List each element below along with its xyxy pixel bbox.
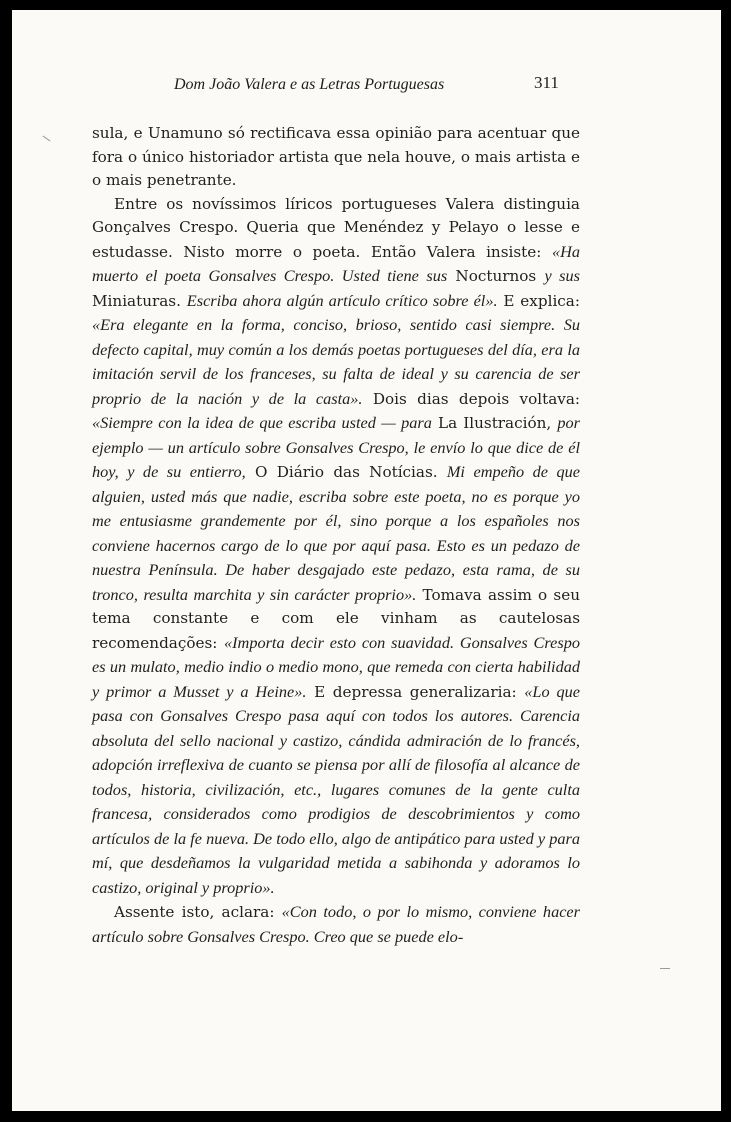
text-run: E explica:: [497, 291, 580, 310]
paragraph: [92, 122, 580, 193]
quoted-spanish-text: «Con todo, o por lo mismo, conviene hacer artículo sobre Gonsalves Crespo. Creo que se puede elo-: [92, 902, 580, 946]
text-run: Tomava assim o seu tema constante e com ele vinham as cautelosas recomendações:: [92, 585, 580, 652]
book-page: [12, 10, 721, 1111]
quoted-spanish-text: Mi empeño de que alguien, usted más que nadie, escriba sobre este poeta, no es porque yo me entusiasme grandemente por él, sino porque a los españoles nos conviene hacernos cargo de lo que por aquí pasa. Esto es un pedazo de nuestra Península. De haber desgajado este pedazo, esta rama, de su tronco, resulta marchita y sin carácter proprio».: [92, 462, 580, 604]
quoted-spanish-text: «Importa decir esto con suavidad. Gonsalves Crespo es un mulato, medio indio o medio mono, que remeda con cierta habilidad y primor a Musset y a Heine».: [92, 632, 580, 701]
quoted-spanish-text: «Lo que pasa con Gonsalves Crespo pasa aquí con todos los autores. Carencia absoluta del sello nacional y castizo, cándida admiración de lo francés, adopción irreflexiva de cuanto se piensa por allí de filosofía al alcance de todos, historia, civilización, etc., lugares comunes de la gente culta francesa, considerados como prodigios de descobrimientos y como artículos de la fe nueva. De todo ello, algo de antipático para usted y para mí, que desdeñamos la vulgaridad metida a sabihonda y adoramos lo castizo, original y proprio».: [92, 681, 580, 897]
quoted-spanish-text: y sus: [544, 266, 580, 285]
body-text: [92, 122, 580, 949]
text-run: sula, e Unamuno só rectificava essa opinião para acentuar que fora o único historiador artista que nela houve, o mais artista e o mais penetrante.: [92, 124, 580, 189]
page-number: 311: [534, 73, 559, 92]
text-run: E depressa generalizaria:: [306, 682, 525, 701]
text-run: Miniaturas.: [92, 291, 187, 310]
quoted-spanish-text: «Era elegante en la forma, conciso, brioso, sentido casi siempre. Su defecto capital, muy común a los demás poetas portugueses del día, era la imitación servil de los franceses, su falta de ideal y su carencia de ser proprio de la nación y de la casta».: [92, 315, 580, 408]
quoted-spanish-text: por ejemplo — un artículo sobre Gonsalves Crespo, le envío lo que dice de él hoy, y de su entierro,: [92, 413, 580, 481]
quoted-spanish-text: Escriba ahora algún artículo crítico sobre él».: [186, 290, 498, 310]
text-run: La Ilustración,: [431, 414, 558, 432]
text-run: Dois dias depois voltava:: [362, 389, 580, 408]
text-run: Nocturnos: [447, 267, 545, 285]
running-title: Dom João Valera e as Letras Portuguesas: [174, 76, 445, 93]
text-run: Assente isto, aclara:: [114, 903, 282, 921]
margin-mark: [43, 136, 51, 142]
page-header: [12, 70, 721, 100]
text-run: O Diário das Notícias.: [245, 463, 447, 481]
quoted-spanish-text: «Siempre con la idea de que escriba usted — para: [92, 413, 432, 432]
quoted-spanish-text: «Ha muerto el poeta Gonsalves Crespo. Usted tiene sus: [92, 241, 580, 285]
paragraph: [92, 193, 580, 901]
text-run: Entre os novíssimos líricos portugueses Valera distinguia Gonçalves Crespo. Queria que Menéndez y Pelayo o lesse e estudasse. Nisto morre o poeta. Então Valera insiste:: [92, 194, 580, 261]
margin-mark: [660, 968, 670, 969]
paragraph: [92, 900, 580, 949]
